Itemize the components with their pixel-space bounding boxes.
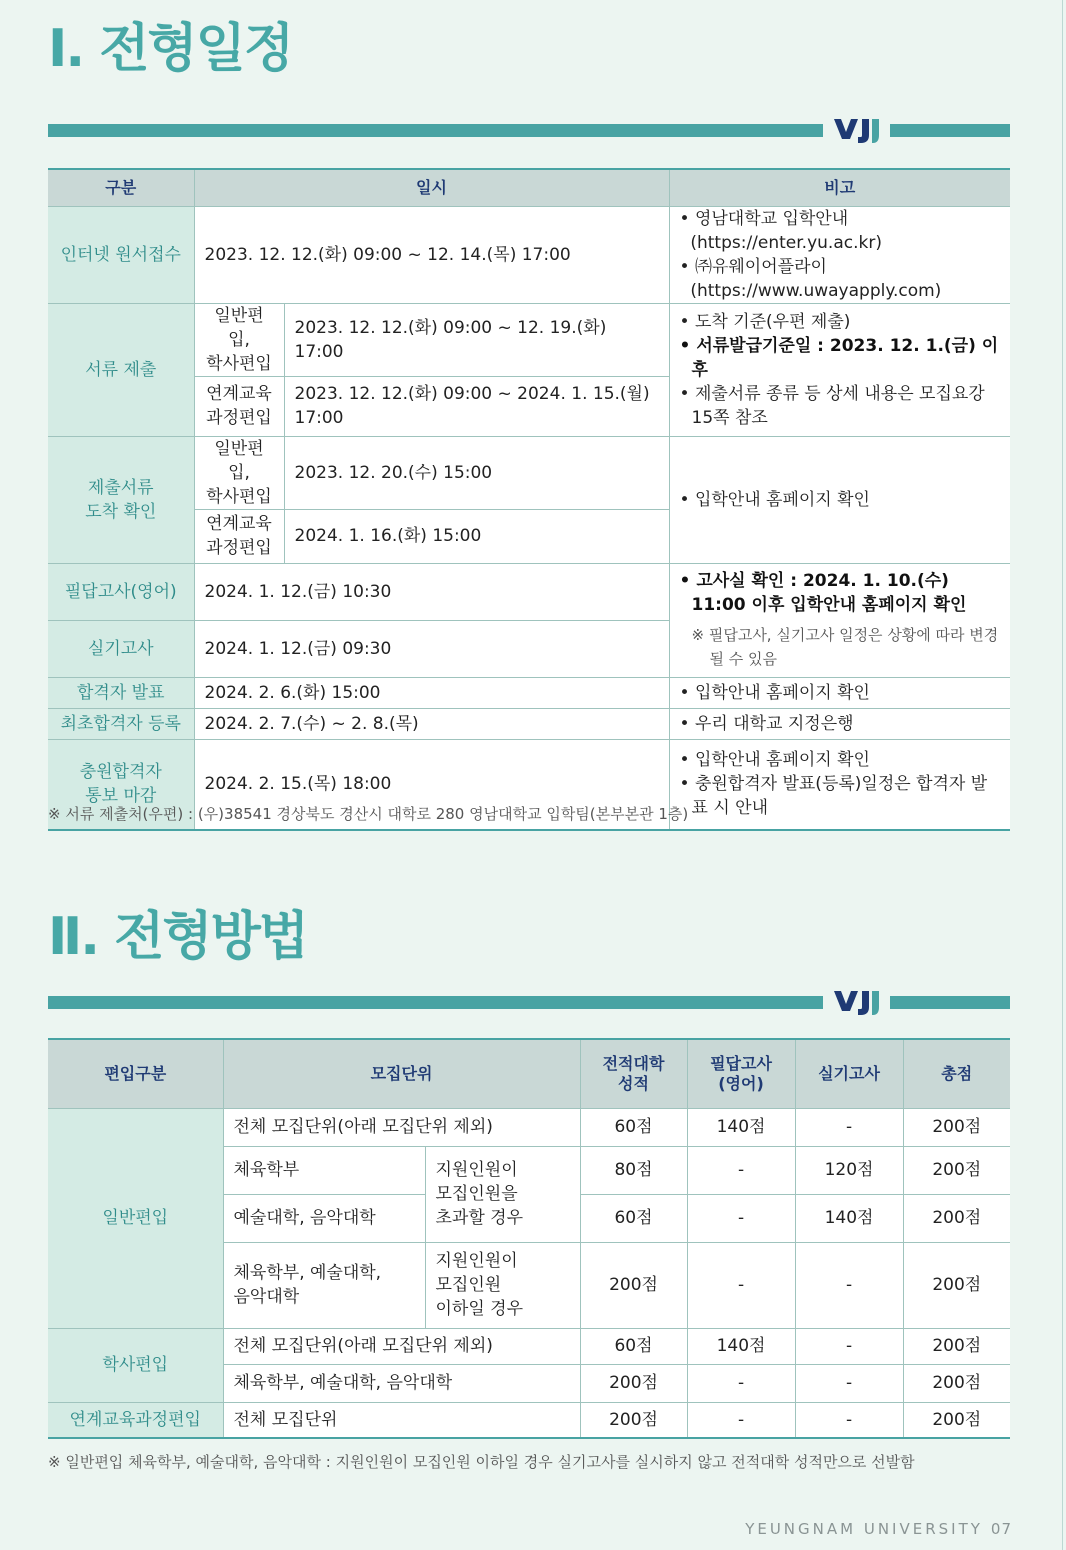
yu-logo-icon [828,113,886,145]
type-linked: 연계교육과정편입 [48,1402,223,1438]
note-cell: • 도착 기준(우편 제출) • 서류발급기준일 : 2023. 12. 1.(금) 이후 • 제출서류 종류 등 상세 내용은 모집요강 15쪽 참조 [669,303,1010,436]
note-cell: • 입학안내 홈페이지 확인 • 충원합격자 발표(등록)일정은 합격자 발표 시 안내 [669,739,1010,830]
unit: 예술대학, 음악대학 [223,1194,425,1242]
unit: 전체 모집단위 [223,1402,580,1438]
practical: 140점 [795,1194,903,1242]
datetime: 2024. 2. 15.(목) 18:00 [194,739,669,830]
practical: - [795,1242,903,1328]
unit: 체육학부, 예술대학, 음악대학 [223,1242,425,1328]
row-label: 서류 제출 [48,303,194,436]
table-row [48,1402,1010,1438]
row-registration [48,708,1010,739]
unit: 체육학부 [223,1146,425,1194]
divider-bar [48,988,1010,1018]
divider-bar [48,116,1010,146]
section-title-schedule: Ⅰ. 전형일정 [48,19,293,79]
practical: - [795,1364,903,1402]
written: - [687,1402,795,1438]
row-label: 충원합격자 통보 마감 [48,739,194,830]
datetime: 2024. 1. 12.(금) 10:30 [194,563,669,620]
total: 200점 [903,1328,1010,1364]
total: 200점 [903,1402,1010,1438]
practical: - [795,1328,903,1364]
condition-under: 지원인원이 모집인원 이하일 경우 [425,1242,580,1328]
row-label: 최초합격자 등록 [48,708,194,739]
header-note: 비고 [669,169,1010,206]
note-cell: • 우리 대학교 지정은행 [669,708,1010,739]
sub-label: 연계교육 과정편입 [194,376,284,436]
method-table [48,1038,1010,1439]
header-category: 구분 [48,169,194,206]
gpa: 200점 [580,1242,687,1328]
method-footnote: ※ 일반편입 체육학부, 예술대학, 음악대학 : 지원인원이 모집인원 이하일 경우 실기고사를 실시하지 않고 전적대학 성적만으로 선발함 [48,1453,915,1471]
right-border-line [1062,0,1063,1550]
practical: 120점 [795,1146,903,1194]
table-row [48,1108,1010,1146]
total: 200점 [903,1194,1010,1242]
written: 140점 [687,1108,795,1146]
sub-label: 연계교육 과정편입 [194,509,284,563]
header-prev-gpa: 전적대학 성적 [580,1039,687,1108]
row-label: 합격자 발표 [48,677,194,708]
datetime: 2024. 1. 16.(화) 15:00 [284,509,669,563]
schedule-table [48,168,1010,831]
datetime: 2023. 12. 12.(화) 09:00 ~ 12. 14.(목) 17:00 [194,206,669,303]
header-transfer-type: 편입구분 [48,1039,223,1108]
note-cell: • 고사실 확인 : 2024. 1. 10.(수) 11:00 이후 입학안내 홈페이지 확인 ※ 필답고사, 실기고사 일정은 상황에 따라 변경될 수 있음 [669,563,1010,677]
header-total: 총점 [903,1039,1010,1108]
total: 200점 [903,1364,1010,1402]
practical: - [795,1108,903,1146]
gpa: 200점 [580,1402,687,1438]
datetime: 2023. 12. 12.(화) 09:00 ~ 2024. 1. 15.(월) 17:00 [284,376,669,436]
condition-over: 지원인원이 모집인원을 초과할 경우 [425,1146,580,1242]
row-written-exam [48,563,1010,620]
datetime: 2024. 1. 12.(금) 09:30 [194,620,669,677]
row-document-submission [48,303,1010,376]
written: - [687,1242,795,1328]
total: 200점 [903,1242,1010,1328]
row-label: 필답고사(영어) [48,563,194,620]
note-cell: • 입학안내 홈페이지 확인 [669,677,1010,708]
schedule-footnote: ※ 서류 제출처(우편) : (우)38541 경상북도 경산시 대학로 280 영남대학교 입학팀(본부본관 1층) [48,805,689,823]
gpa: 80점 [580,1146,687,1194]
header-recruit-unit: 모집단위 [223,1039,580,1108]
header-practical-exam: 실기고사 [795,1039,903,1108]
row-arrival-check [48,436,1010,509]
row-label: 실기고사 [48,620,194,677]
datetime: 2023. 12. 20.(수) 15:00 [284,436,669,509]
gpa: 60점 [580,1194,687,1242]
total: 200점 [903,1146,1010,1194]
written: - [687,1194,795,1242]
note-cell: • 입학안내 홈페이지 확인 [669,436,1010,563]
sub-label: 일반편입, 학사편입 [194,436,284,509]
header-written-exam: 필답고사 (영어) [687,1039,795,1108]
written: - [687,1364,795,1402]
gpa: 60점 [580,1328,687,1364]
table-row [48,1328,1010,1364]
datetime: 2024. 2. 7.(수) ~ 2. 8.(목) [194,708,669,739]
unit: 체육학부, 예술대학, 음악대학 [223,1364,580,1402]
written: 140점 [687,1328,795,1364]
practical: - [795,1402,903,1438]
datetime: 2023. 12. 12.(화) 09:00 ~ 12. 19.(화) 17:00 [284,303,669,376]
row-online-application [48,206,1010,303]
row-label: 제출서류 도착 확인 [48,436,194,563]
type-bachelor: 학사편입 [48,1328,223,1402]
unit: 전체 모집단위(아래 모집단위 제외) [223,1108,580,1146]
header-datetime: 일시 [194,169,669,206]
section-title-method: Ⅱ. 전형방법 [48,907,308,967]
note-cell: • 영남대학교 입학안내 (https://enter.yu.ac.kr) • ㈜유웨이어플라이 (https://www.uwayapply.com) [669,206,1010,303]
gpa: 60점 [580,1108,687,1146]
total: 200점 [903,1108,1010,1146]
written: - [687,1146,795,1194]
type-general: 일반편입 [48,1108,223,1328]
yu-logo-icon [828,985,886,1017]
gpa: 200점 [580,1364,687,1402]
sub-label: 일반편입, 학사편입 [194,303,284,376]
page-number: 07 [990,1520,1012,1538]
unit: 전체 모집단위(아래 모집단위 제외) [223,1328,580,1364]
row-label: 인터넷 원서접수 [48,206,194,303]
datetime: 2024. 2. 6.(화) 15:00 [194,677,669,708]
footer-brand: YEUNGNAM UNIVERSITY 07 [745,1520,1012,1538]
row-announcement [48,677,1010,708]
